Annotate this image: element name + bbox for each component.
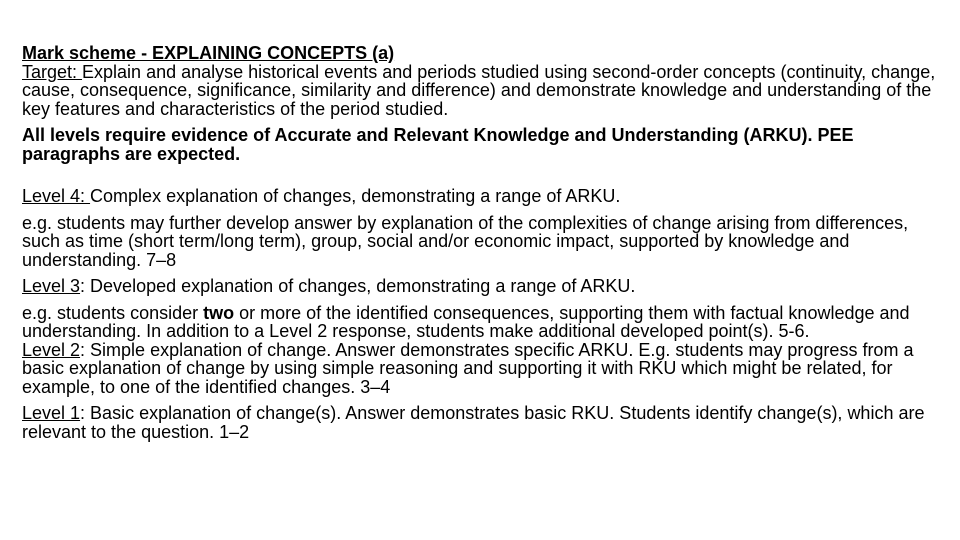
level-3-example-pre: e.g. students consider: [22, 302, 204, 323]
mark-scheme-slide: [22, 44, 942, 441]
level-4-example: e.g. students may further develop answer by explanation of the complexities of change arising from differences, such as time (short term/long term), group, social and/or economic impact, supported by knowledge and understanding. 7–8: [22, 212, 909, 270]
level-4-label: Level 4:: [22, 186, 91, 206]
level-4-heading: [22, 187, 942, 206]
level-1-text: : Basic explanation of change(s). Answer demonstrates basic RKU. Students identify change(s), which are relevant to the question. 1–2: [22, 403, 925, 442]
target-text: Explain and analyse historical events and periods studied using second-order concepts (continuity, change, cause, consequence, significance, similarity and difference) and demonstrate knowledge and understanding of the key features and characteristics of the period studied.: [22, 61, 936, 119]
page-title: Mark scheme - EXPLAINING CONCEPTS (a): [22, 43, 395, 63]
target-paragraph: [22, 63, 942, 119]
level-1-label: Level 1: [22, 403, 81, 423]
requirement-text: All levels require evidence of Accurate and Relevant Knowledge and Understanding (ARKU). PEE paragraphs are expected.: [22, 125, 854, 164]
level-2-label: Level 2: [22, 339, 81, 360]
level-4-text: Complex explanation of changes, demonstrating a range of ARKU.: [90, 186, 621, 206]
level-2-paragraph: [22, 341, 942, 397]
level-3-heading: [22, 277, 942, 296]
level-3-example-bold: two: [203, 302, 235, 323]
level-2-text: : Simple explanation of change. Answer demonstrates specific ARKU. E.g. students may progress from a basic explanation of change by using simple reasoning and supporting it with RKU which might be related, for example, to one of the identified changes. 3–4: [22, 339, 914, 397]
level-3-example: [22, 304, 942, 341]
level-3-label: Level 3: [22, 276, 81, 296]
level-3-example-post: or more of the identified consequences, supporting them with factual knowledge and understanding. In addition to a Level 2 response, students make additional developed point(s). 5-6.: [22, 302, 910, 341]
target-label: Target:: [22, 61, 83, 82]
level-3-text: : Developed explanation of changes, demonstrating a range of ARKU.: [80, 276, 636, 296]
level-1-paragraph: [22, 404, 942, 441]
